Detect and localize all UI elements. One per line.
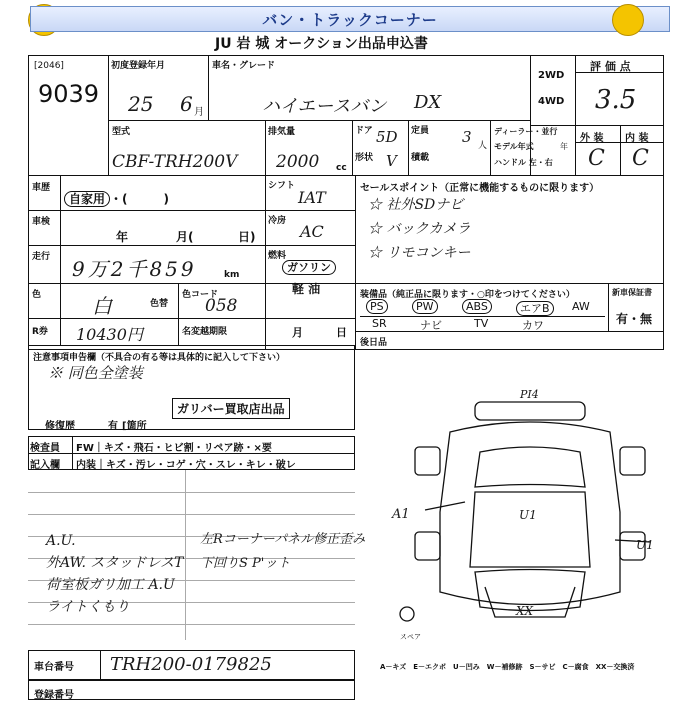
fuel: ガソリン — [282, 260, 336, 275]
shift: IAT — [298, 188, 326, 207]
car-name-label: 車名・グレード — [212, 61, 276, 71]
registration-month: 6 — [180, 92, 193, 116]
equip-navi: ナビ — [420, 319, 442, 332]
exterior-grade: C — [588, 146, 605, 171]
interior-grade: C — [632, 146, 649, 171]
registration-year: 25 — [128, 92, 154, 116]
chassis-number: TRH200-0179825 — [110, 654, 272, 675]
registration-label: 初度登録年月 — [111, 61, 166, 71]
remarks-right: 左Rコーナーパネル修正歪み 下回りS P'ット — [200, 532, 366, 571]
diagram-label-u1-side: U1 — [636, 538, 654, 552]
rating-label: 評 価 点 — [590, 60, 631, 73]
mascot-right-icon — [612, 4, 644, 36]
selling-point-item: リモコンキー — [386, 245, 471, 261]
banner-title: バン・トラックコーナー — [262, 10, 438, 29]
selling-point-item: バックカメラ — [386, 221, 471, 237]
body-shape: V — [386, 152, 397, 170]
diagram-label-top: PI4 — [520, 388, 539, 401]
mileage: 9万2千859 — [72, 257, 197, 281]
ac: AC — [300, 222, 324, 241]
equip-sr: SR — [372, 317, 387, 330]
sheet-title: JU 岩 城 オークション出品申込書 — [215, 36, 428, 52]
banner — [30, 6, 670, 32]
equip-ps: PS — [366, 299, 388, 314]
selling-points: ☆ 社外SDナビ ☆ バックカメラ ☆ リモコンキー — [368, 197, 471, 261]
inspector-interior: キズ・汚レ・コゲ・穴・スレ・キレ・破レ — [106, 460, 296, 471]
equip-tv: TV — [474, 317, 489, 330]
equip-abs: ABS — [462, 299, 492, 314]
displacement: 2000 — [276, 152, 320, 172]
capacity: 3 — [462, 128, 472, 146]
model-code: CBF-TRH200V — [112, 152, 238, 172]
equip-aw: AW — [572, 300, 590, 313]
car-grade: DX — [414, 92, 442, 113]
vehicle-type: 自家用 — [64, 191, 110, 207]
recycle-fee: 10430円 — [76, 325, 143, 344]
color-code: 058 — [205, 296, 238, 316]
remarks-left: A.U. 外AW. スタッドレスT 荷室板ガリ加工 A.U ライトくもり — [46, 533, 184, 615]
color: 白 — [92, 294, 112, 318]
equip-leather: カワ — [522, 319, 544, 332]
diagram-label-u1: U1 — [519, 508, 537, 522]
equip-airbag: エアB — [516, 301, 554, 316]
diagram-label-a1: A1 — [392, 507, 410, 522]
selling-point-item: 社外SDナビ — [386, 197, 464, 213]
equip-pw: PW — [412, 299, 438, 314]
lot-number: 9039 — [38, 80, 100, 108]
inspector-exterior: キズ・飛石・ヒビ割・リペア跡・×要 — [103, 443, 272, 454]
lot-code: [2046] — [34, 61, 64, 71]
rating-score: 3.5 — [595, 85, 637, 115]
car-name: ハイエースバン — [262, 96, 387, 117]
damage-legend: A－キズ E－エクボ U－凹み W－補修跡 S－サビ C－腐食 XX－交換済 — [380, 663, 635, 671]
stamp: ガリバー買取店出品 — [172, 398, 290, 419]
doors: 5D — [376, 128, 398, 146]
notes-content: ※ 同色全塗装 — [48, 364, 143, 382]
diagram-label-xx: XX — [516, 604, 534, 618]
